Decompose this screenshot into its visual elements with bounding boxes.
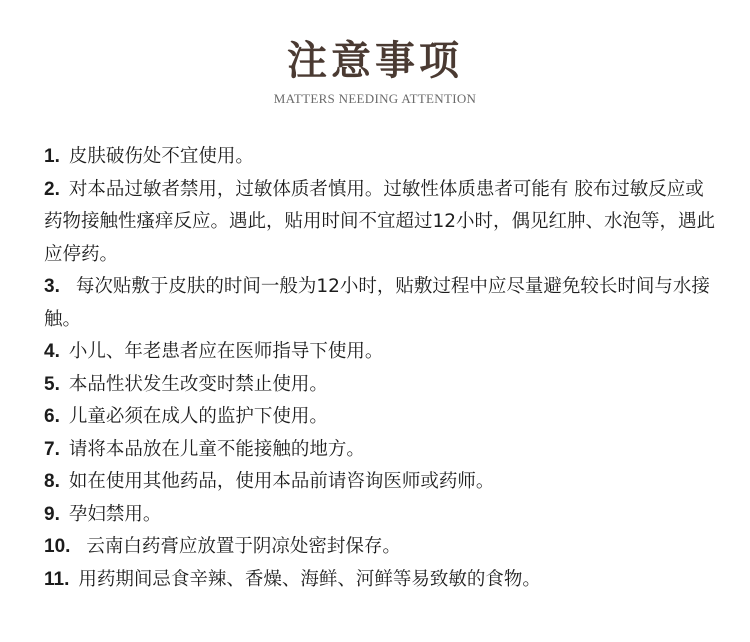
note-item (44, 336, 716, 369)
note-text: 儿童必须在成人的监护下使用。 (68, 406, 328, 427)
note-text: 本品性状发生改变时禁止使用。 (68, 373, 328, 395)
note-item (44, 141, 716, 174)
note-number: 6. (44, 406, 60, 427)
note-item (44, 174, 716, 272)
note-number: 1. (44, 146, 60, 167)
note-number: 9. (44, 503, 60, 525)
note-item (44, 499, 716, 532)
note-item (44, 271, 716, 336)
notes-list (44, 141, 716, 596)
note-text: 云南白药膏应放置于阴凉处密封保存。 (86, 536, 401, 557)
note-text: 孕妇禁用。 (68, 503, 162, 525)
note-item (44, 369, 716, 402)
note-text: 小儿、年老患者应在医师指导下使用。 (68, 341, 384, 362)
note-text: 皮肤破伤处不宜使用。 (68, 146, 254, 167)
note-number: 4. (44, 341, 60, 362)
note-number: 2. (44, 178, 60, 200)
note-text: 每次贴敷于皮肤的时间一般为12小时，贴敷过程中应尽量避免较长时间与水接触。 (44, 276, 710, 330)
note-item (44, 531, 716, 564)
note-number: 8. (44, 471, 60, 492)
page-subtitle: MATTERS NEEDING ATTENTION (273, 91, 477, 106)
note-item (44, 466, 716, 499)
note-number: 10. (44, 536, 71, 557)
note-number: 7. (44, 438, 60, 460)
note-text: 对本品过敏者禁用，过敏体质者慎用。过敏性体质患者可能有 胶布过敏反应或药物接触性瘙痒反应。遇此，贴用时间不宜超过12小时，偶见红肿、水泡等，遇此应停药。 (44, 178, 716, 265)
note-text: 如在使用其他药品，使用本品前请咨询医师或药师。 (68, 471, 495, 492)
note-text: 用药期间忌食辛辣、香燥、海鲜、河鲜等易致敏的食物。 (78, 568, 541, 590)
note-item (44, 434, 716, 467)
note-item (44, 401, 716, 434)
note-item (44, 564, 716, 597)
page-title: 注意事项 (287, 38, 463, 84)
note-number: 3. (44, 276, 60, 297)
note-text: 请将本品放在儿童不能接触的地方。 (68, 438, 365, 460)
note-number: 5. (44, 373, 60, 395)
note-number: 11. (44, 568, 70, 590)
